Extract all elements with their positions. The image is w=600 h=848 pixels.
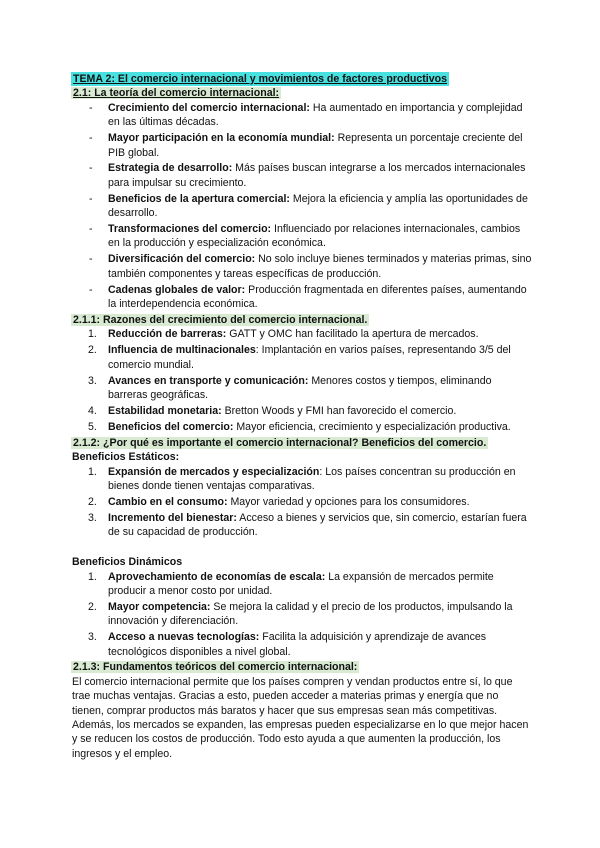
dynamic-benefits-label: Beneficios Dinámicos [72,556,183,569]
list-item: 1. Aprovechamiento de economías de escala: La expansión de mercados permite producir a menor costo por unidad. [88,570,494,597]
list-item: 2. Cambio en el consumo: Mayor variedad y opciones para los consumidores. [88,495,470,508]
list-item: 2. Influencia de multinacionales: Implantación en varios países, representando 3/5 del comercio mundial. [88,344,511,371]
list-item: 2. Mayor competencia: Se mejora la calidad y el precio de los productos, impulsando la innovación y diferenciación. [88,600,513,628]
section-2-1-1-heading: 2.1.1: Razones del crecimiento del comercio internacional. [73,314,368,326]
list-item: 3. Acceso a nuevas tecnologías: Facilita la adquisición y aprendizaje de avances tecnológicos disponibles a nivel global. [88,631,487,658]
section-2-1-1-list [72,327,532,434]
static-benefits-list [72,465,532,540]
list-item: 1. Expansión de mercados y especialización: Los países concentran su producción en bienes donde tienen ventajas comparativas. [88,465,516,492]
list-item: - Beneficios de la apertura comercial: Mejora la eficiencia y amplía las oportunidades de desarrollo. [89,192,528,220]
section-2-1-3-paragraph: El comercio internacional permite que los países compren y vendan productos entre sí, lo que trae muchas ventajas. Gracias a esto, pueden acceder a materias primas y energía que no tienen, comprar productos más baratos y hacer que sus empresas sean más competitivas. Además, los mercados se expanden, las empresas pueden especializarse en lo que mejor hacen y se reducen los costos de producción. Todo esto ayuda a que aumenten la producción, los ingresos y el empleo. [72,675,529,760]
document-title: TEMA 2: El comercio internacional y movimientos de factores productivos [73,73,448,85]
section-2-1-list [72,101,532,312]
document-title-row [72,72,532,86]
list-item: 4. Estabilidad monetaria: Bretton Woods y FMI han favorecido el comercio. [88,404,457,417]
section-2-1-3-heading: 2.1.3: Fundamentos teóricos del comercio internacional: [73,661,358,674]
list-item: 1. Reducción de barreras: GATT y OMC han facilitado la apertura de mercados. [88,328,479,341]
list-item: - Mayor participación en la economía mundial: Representa un porcentaje creciente del PIB global. [89,132,523,159]
section-2-1-2-heading: 2.1.2: ¿Por qué es importante el comercio internacional? Beneficios del comercio. [73,436,487,449]
list-item: - Cadenas globales de valor: Producción fragmentada en diferentes países, aumentando la interdependencia económica. [89,283,527,311]
list-item: - Crecimiento del comercio internacional: Ha aumentado en importancia y complejidad en las últimas décadas. [89,101,523,129]
list-item: - Estrategia de desarrollo: Más países buscan integrarse a los mercados internacionales para impulsar su crecimiento. [89,162,526,189]
list-item: - Transformaciones del comercio: Influenciado por relaciones internacionales, cambios en la producción y especialización económica. [89,223,521,250]
static-benefits-label: Beneficios Estáticos: [72,451,180,464]
list-item: - Diversificación del comercio: No solo incluye bienes terminados y materias primas, sino también componentes y tareas específicas de producción. [89,253,532,280]
section-2-1-heading: 2.1: La teoría del comercio internacional: [73,87,280,100]
document-content [72,72,532,761]
list-item: 5. Beneficios del comercio: Mayor eficiencia, crecimiento y especialización productiva. [88,420,511,433]
list-item: 3. Incremento del bienestar: Acceso a bienes y servicios que, sin comercio, estarían fuera de su capacidad de producción. [88,511,527,539]
dynamic-benefits-list [72,570,532,659]
list-item: 3. Avances en transporte y comunicación: Menores costos y tiempos, eliminando barreras geográficas. [88,374,492,402]
